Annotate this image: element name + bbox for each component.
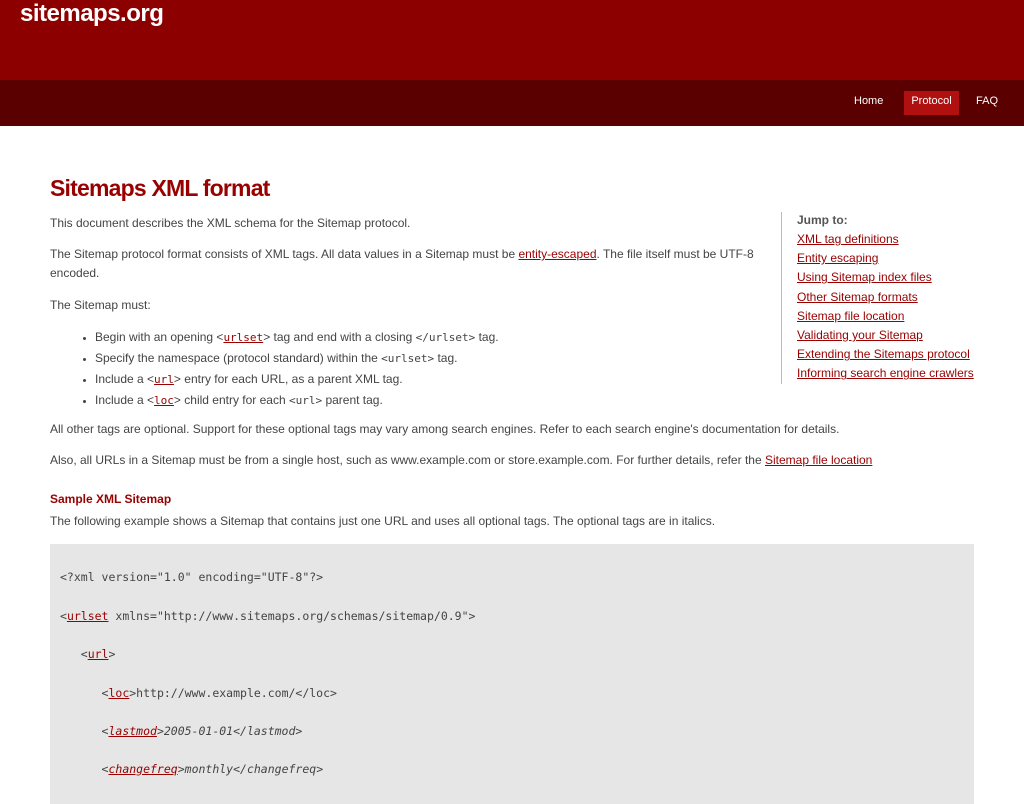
jump-link-file-location[interactable]: Sitemap file location: [797, 308, 905, 323]
url-code-link[interactable]: url: [87, 647, 109, 661]
jump-to-title: Jump to:: [797, 213, 848, 227]
item-code: </urlset>: [415, 331, 476, 344]
jump-link-entity-escaping[interactable]: Entity escaping: [797, 251, 879, 266]
must-heading: The Sitemap must:: [50, 298, 151, 312]
sitemap-file-location-link[interactable]: Sitemap file location: [764, 453, 873, 467]
optional-paragraph: All other tags are optional. Support for these optional tags may vary among search engines. Refer to each search engine's documentation for details.: [50, 422, 840, 436]
jump-link-validating[interactable]: Validating your Sitemap: [797, 328, 923, 343]
sample-section-title: Sample XML Sitemap: [50, 492, 172, 506]
list-item: [95, 390, 499, 411]
code-line: <urlset xmlns="http://www.sitemaps.org/schemas/sitemap/0.9">: [60, 609, 476, 623]
item-text: tag.: [475, 330, 499, 344]
urlset-tag-link[interactable]: urlset: [223, 331, 264, 344]
jump-link-informing-crawlers[interactable]: Informing search engine crawlers: [797, 366, 974, 381]
item-text: > tag and end with a closing: [263, 330, 416, 344]
single-host-text: Also, all URLs in a Sitemap must be from a single host, such as www.example.com or store.example.com. For further details, refer the: [50, 453, 765, 467]
item-text: tag.: [434, 351, 458, 365]
must-list: [50, 327, 499, 411]
code-text: xmlns="http://www.sitemaps.org/schemas/sitemap/0.9">: [108, 609, 476, 623]
code-line: <lastmod>2005-01-01</lastmod>: [60, 724, 303, 738]
nav-protocol[interactable]: Protocol: [904, 91, 959, 115]
list-item: [95, 327, 499, 348]
site-title-link[interactable]: sitemaps.org: [20, 0, 164, 27]
item-code: <urlset>: [381, 352, 435, 365]
url-tag-link[interactable]: url: [154, 373, 174, 386]
item-text: > child entry for each: [173, 393, 289, 407]
loc-code-link[interactable]: loc: [108, 686, 130, 700]
code-text: >2005-01-01</lastmod>: [156, 724, 303, 738]
site-header: [0, 0, 1024, 80]
jump-link-sitemap-index-files[interactable]: Using Sitemap index files: [797, 270, 932, 285]
page-title: Sitemaps XML format: [50, 175, 270, 201]
entity-escaped-link[interactable]: entity-escaped: [518, 247, 597, 261]
main-nav: [0, 80, 1024, 126]
code-line: <url>: [60, 647, 116, 661]
loc-tag-link[interactable]: loc: [154, 394, 174, 407]
code-line: <loc>http://www.example.com/</loc>: [60, 686, 337, 700]
lastmod-code-link[interactable]: lastmod: [108, 724, 157, 738]
jump-link-xml-tag-definitions[interactable]: XML tag definitions: [797, 232, 899, 246]
nav-home[interactable]: Home: [854, 95, 884, 107]
intro-paragraph: This document describes the XML schema for the Sitemap protocol.: [50, 216, 411, 230]
list-item: [95, 369, 499, 390]
jump-link-extending[interactable]: Extending the Sitemaps protocol: [797, 347, 970, 362]
jump-to-sidebar: [781, 212, 981, 384]
item-text: Specify the namespace (protocol standard) within the: [95, 351, 382, 365]
format-text-b: . The file itself must be UTF-8 encoded.: [50, 247, 754, 280]
single-host-paragraph: [50, 451, 1010, 470]
nav-faq[interactable]: FAQ: [976, 95, 999, 107]
changefreq-code-link[interactable]: changefreq: [108, 762, 178, 776]
item-text: parent tag.: [322, 393, 383, 407]
sample-code-block: [50, 544, 974, 804]
list-item: [95, 348, 499, 369]
code-text: >http://www.example.com/</loc>: [129, 686, 337, 700]
item-text: Include a <: [95, 393, 155, 407]
item-text: Include a <: [95, 372, 155, 386]
sample-description: The following example shows a Sitemap that contains just one URL and uses all optional tags. The optional tags are in italics.: [50, 514, 716, 528]
item-text: > entry for each URL, as a parent XML tag.: [173, 372, 403, 386]
code-line: <changefreq>monthly</changefreq>: [60, 762, 324, 776]
item-code: <url>: [288, 394, 323, 407]
urlset-code-link[interactable]: urlset: [66, 609, 109, 623]
code-line: <?xml version="1.0" encoding="UTF-8"?>: [60, 570, 324, 584]
jump-link-other-formats[interactable]: Other Sitemap formats: [797, 289, 918, 304]
item-text: Begin with an opening <: [95, 330, 224, 344]
format-text-a: The Sitemap protocol format consists of XML tags. All data values in a Sitemap must be: [50, 247, 519, 261]
code-text: >monthly</changefreq>: [177, 762, 324, 776]
format-paragraph: [50, 245, 770, 283]
